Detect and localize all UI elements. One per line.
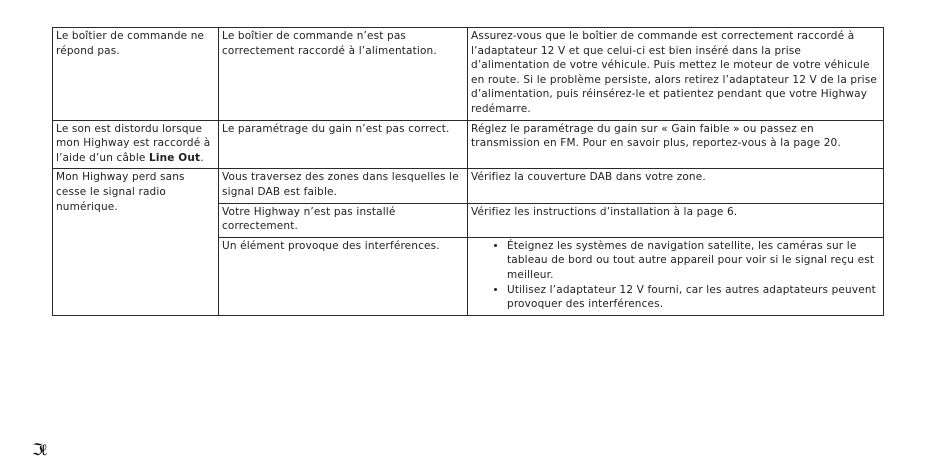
- table-row: [53, 120, 884, 169]
- cause-cell: Votre Highway n’est pas installé correctement.: [219, 203, 468, 237]
- cause-cell: Un élément provoque des interférences.: [219, 237, 468, 315]
- troubleshooting-table: [52, 27, 884, 316]
- list-item: • Éteignez les systèmes de navigation satellite, les caméras sur le tableau de bord ou tout autre appareil pour voir si le signal reçu est meilleur.: [507, 239, 880, 283]
- symptom-cell: Le boîtier de commande ne répond pas.: [53, 28, 219, 121]
- solution-cell: Vérifiez la couverture DAB dans votre zone.: [468, 169, 884, 203]
- solution-cell: [468, 237, 884, 315]
- table-row: [53, 28, 884, 121]
- cause-cell: Vous traversez des zones dans lesquelles le signal DAB est faible.: [219, 169, 468, 203]
- symptom-text: Le son est distordu lorsque mon Highway est raccordé à l’aide d’un câble: [56, 122, 211, 164]
- solution-cell: Vérifiez les instructions d’installation à la page 6.: [468, 203, 884, 237]
- cause-cell: Le paramétrage du gain n’est pas correct.: [219, 120, 468, 169]
- cause-cell: Le boîtier de commande n’est pas correctement raccordé à l’alimentation.: [219, 28, 468, 121]
- table-row: [53, 169, 884, 203]
- solution-bullet-list: [471, 239, 880, 312]
- solution-cell: Réglez le paramétrage du gain sur « Gain faible » ou passez en transmission en FM. Pour en savoir plus, reportez-vous à la page 20.: [468, 120, 884, 169]
- solution-cell: Assurez-vous que le boîtier de commande est correctement raccordé à l’adaptateur 12 V et que celui-ci est bien inséré dans la prise d’alimentation de votre véhicule. Puis mettez le moteur de votre véhicule en route. Si le problème persiste, alors retirez l’adaptateur 12 V de la prise d’alimentation, puis réinsérez-le et patientez pendant que votre Highway redémarre.: [468, 28, 884, 121]
- line-out-label: Line Out: [149, 151, 201, 164]
- symptom-text-end: .: [200, 151, 204, 164]
- brand-logo: ℑℓ: [32, 440, 45, 459]
- symptom-cell: Mon Highway perd sans cesse le signal radio numérique.: [53, 169, 219, 315]
- list-item: • Utilisez l’adaptateur 12 V fourni, car les autres adaptateurs peuvent provoquer des interférences.: [507, 283, 880, 312]
- symptom-cell: [53, 120, 219, 169]
